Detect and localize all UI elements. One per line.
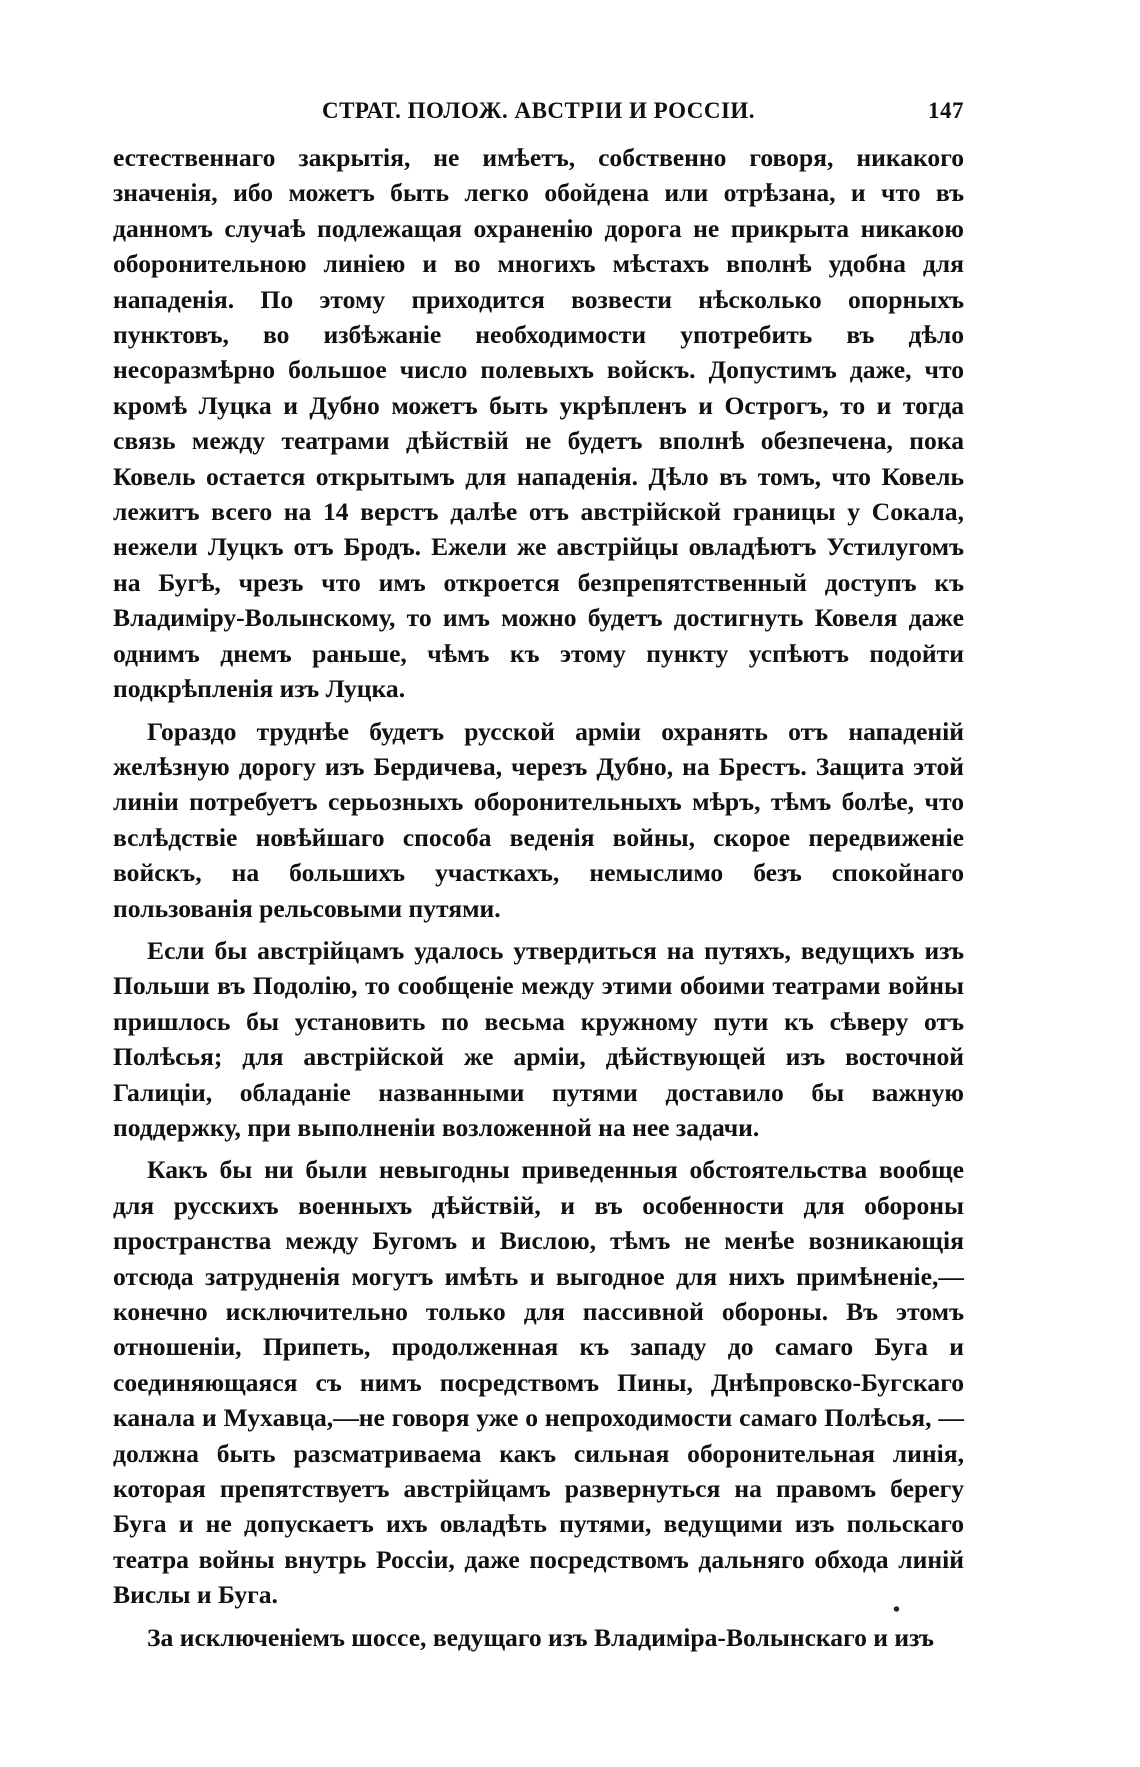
- paragraph-3: Если бы австрійцамъ удалось утвердиться на путяхъ, ведущихъ изъ Польши въ Подолію, то сообщеніе между этими обоими театрами войны пришлось бы установить по весьма кружному пути къ сѣверу отъ Полѣсья; для австрійской же арміи, дѣйствующей изъ восточной Галиціи, обладаніе названными путями доставило бы важную поддержку, при выполненіи возложенной на нее задачи.: [113, 935, 964, 1142]
- page-number: 147: [928, 98, 964, 123]
- footer-mark: •: [893, 1599, 901, 1621]
- body-text: [113, 140, 964, 1655]
- running-head: [113, 92, 964, 132]
- paragraph-1: естественнаго закрытія, не имѣетъ, собственно говоря, никакого значенія, ибо можетъ быть легко обойдена или отрѣзана, и что въ данномъ случаѣ подлежащая охраненію дорога не прикрыта никакою оборонительною линіею и во многихъ мѣстахъ вполнѣ удобна для нападенія. По этому приходится возвести нѣсколько опорныхъ пунктовъ, во избѣжаніе необходимости употребить въ дѣло несоразмѣрно большое число полевыхъ войскъ. Допустимъ даже, что кромѣ Луцка и Дубно можетъ быть укрѣпленъ и Острогъ, то и тогда связь между театрами дѣйствій не будетъ вполнѣ обезпечена, пока Ковель остается открытымъ для нападенія. Дѣло въ томъ, что Ковель лежитъ всего на 14 верстъ далѣе отъ австрійской границы у Сокала, нежели Луцкъ отъ Бродъ. Ежели же австрійцы овладѣютъ Устилугомъ на Бугѣ, чрезъ что имъ откроется безпрепятственный доступъ къ Владиміру-Волынскому, то имъ можно будетъ достигнуть Ковеля даже однимъ днемъ раньше, чѣмъ къ этому пункту успѣютъ подойти подкрѣпленія изъ Луцка.: [113, 143, 964, 704]
- book-page: [113, 92, 964, 1662]
- paragraph-5: За исключеніемъ шоссе, ведущаго изъ Владиміра-Волынскаго и изъ: [147, 1622, 934, 1652]
- running-title: СТРАТ. ПОЛОЖ. АВСТРІИ И РОССІИ.: [321, 98, 756, 123]
- paragraph-4: Какъ бы ни были невыгодны приведенныя обстоятельства вообще для русскихъ военныхъ дѣйствій, и въ особенности для обороны пространства между Бугомъ и Вислою, тѣмъ не менѣе возникающія отсюда затрудненія могутъ имѣть и выгодное для нихъ примѣненіе,—конечно исключительно только для пассивной обороны. Въ этомъ отношеніи, Припеть, продолженная къ западу до самаго Буга и соединяющаяся съ нимъ посредствомъ Пины, Днѣпровско-Бугскаго канала и Мухавца,—не говоря уже о непроходимости самаго Полѣсья, — должна быть разсматриваема какъ сильная оборонительная линія, которая препятствуетъ австрійцамъ развернуться на правомъ берегу Буга и не допускаетъ ихъ овладѣть путями, ведущими изъ польскаго театра войны внутрь Россіи, даже посредствомъ дальняго обхода линій Вислы и Буга.: [113, 1155, 964, 1610]
- paragraph-2: Гораздо труднѣе будетъ русской арміи охранять отъ нападеній желѣзную дорогу изъ Бердичева, черезъ Дубно, на Брестъ. Защита этой линіи потребуетъ серьозныхъ оборонительныхъ мѣръ, тѣмъ болѣе, что вслѣдствіе новѣйшаго способа веденія войны, скорое передвиженіе войскъ, на большихъ участкахъ, немыслимо безъ спокойнаго пользованія рельсовыми путями.: [113, 716, 964, 923]
